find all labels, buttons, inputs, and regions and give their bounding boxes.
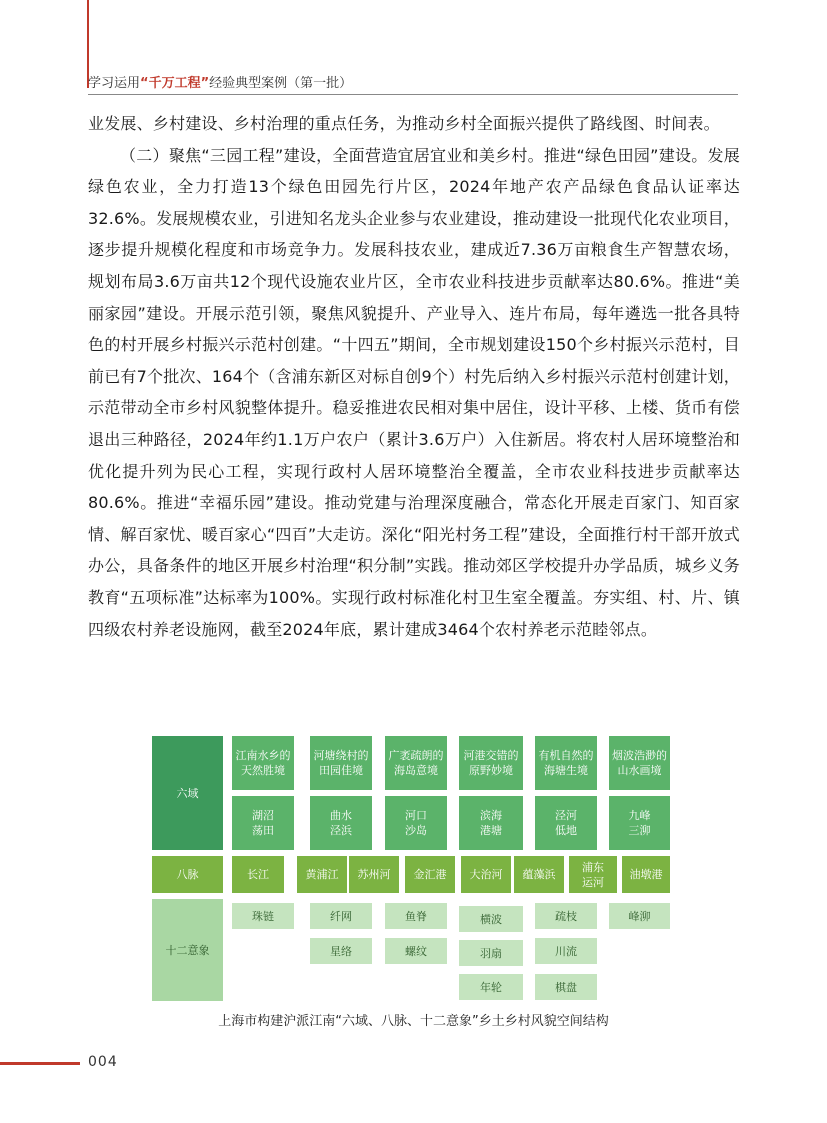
- footer-accent-line: [0, 1062, 80, 1065]
- liuyu-place: 曲水 泾浜: [310, 796, 372, 850]
- liuyu-title: 江南水乡的 天然胜境: [232, 736, 294, 790]
- bamai-river: 蕴藻浜: [514, 856, 564, 893]
- row-label-bamai: 八脉: [152, 856, 223, 893]
- liuyu-place: 泾河 低地: [535, 796, 597, 850]
- figure-caption: 上海市构建沪派江南“六域、八脉、十二意象”乡土乡村风貌空间结构: [218, 1014, 609, 1029]
- yixiang-item: 羽扇: [459, 940, 523, 966]
- liuyu-title: 有机自然的 海塘生境: [535, 736, 597, 790]
- paragraph-2: （二）聚焦“三园工程”建设，全面营造宜居宜业和美乡村。推进“绿色田园”建设。发展绿色农业，全力打造13个绿色田园先行片区，2024年地产农产品绿色食品认证率达32.6%。发展规模农业，引进知名龙头企业参与农业建设，推动建设一批现代化农业项目，逐步提升规模化程度和市场竞争力。发展科技农业，建成近7.36万亩粮食生产智慧农场，规划布局3.6万亩共12个现代设施农业片区，全市农业科技进步贡献率达80.6%。推进“美丽家园”建设。开展示范引领，聚焦风貌提升、产业导入、连片布局，每年遴选一批各具特色的村开展乡村振兴示范村创建。“十四五”期间，全市规划建设150个乡村振兴示范村，目前已有7个批次、164个（含浦东新区对标自创9个）村先后纳入乡村振兴示范村创建计划，示范带动全市乡村风貌整体提升。稳妥推进农民相对集中居住，设计平移、上楼、货币有偿退出三种路径，2024年约1.1万户农户（累计3.6万户）入住新居。将农村人居环境整治和优化提升列为民心工程，实现行政村人居环境整治全覆盖，全市农业科技进步贡献率达80.6%。推进“幸福乐园”建设。推动党建与治理深度融合，常态化开展走百家门、知百家情、解百家忧、暖百家心“四百”大走访。深化“阳光村务工程”建设，全面推行村干部开放式办公，具备条件的地区开展乡村治理“积分制”实践。推动郊区学校提升办学品质，城乡义务教育“五项标准”达标率为100%。实现行政村标准化村卫生室全覆盖。夯实组、村、片、镇四级农村养老设施网，截至2024年底，累计建成3464个农村养老示范睦邻点。: [88, 145, 740, 639]
- liuyu-place: 湖沼 荡田: [232, 796, 294, 850]
- yixiang-item: 疏枝: [535, 903, 597, 929]
- header-highlight: 千万工程: [148, 76, 201, 91]
- yixiang-item: 棋盘: [535, 974, 597, 1000]
- header-suffix: 经验典型案例（第一批）: [209, 76, 353, 91]
- liuyu-place: 滨海 港塘: [459, 796, 523, 850]
- running-header: [88, 72, 352, 91]
- liuyu-title: 广袤疏朗的 海岛意境: [385, 736, 447, 790]
- yixiang-item: 纤网: [310, 903, 372, 929]
- liuyu-place: 九峰 三泖: [609, 796, 670, 850]
- header-rule: [88, 94, 738, 95]
- yixiang-item: 峰泖: [609, 903, 670, 929]
- liuyu-title: 河港交错的 原野妙境: [459, 736, 523, 790]
- bamai-river: 长江: [232, 856, 284, 893]
- yixiang-item: 横波: [459, 906, 523, 932]
- header-quote-close: ”: [200, 76, 210, 91]
- page-number: 004: [88, 1054, 118, 1070]
- liuyu-place: 河口 沙岛: [385, 796, 447, 850]
- yixiang-item: 年轮: [459, 974, 523, 1000]
- liuyu-title: 烟波浩渺的 山水画境: [609, 736, 670, 790]
- header-prefix: 学习运用: [88, 76, 141, 91]
- bamai-river: 黄浦江: [297, 856, 347, 893]
- yixiang-item: 鱼脊: [385, 903, 447, 929]
- row-label-shier: 十二意象: [152, 899, 223, 1001]
- header-quote-open: “: [140, 76, 149, 91]
- paragraph-1: 业发展、乡村建设、乡村治理的重点任务，为推动乡村全面振兴提供了路线图、时间表。: [88, 114, 720, 133]
- yixiang-item: 川流: [535, 938, 597, 964]
- row-label-liuyu: 六域: [152, 736, 223, 850]
- liuyu-title: 河塘绕村的 田园佳境: [310, 736, 372, 790]
- body-text: [88, 108, 740, 645]
- yixiang-item: 星络: [310, 938, 372, 964]
- bamai-river: 金汇港: [405, 856, 455, 893]
- bamai-river: 油墩港: [622, 856, 670, 893]
- bamai-river: 大治河: [461, 856, 511, 893]
- spatial-structure-figure: [152, 736, 670, 1001]
- yixiang-item: 螺纹: [385, 938, 447, 964]
- yixiang-item: 珠链: [232, 903, 294, 929]
- bamai-river: 苏州河: [349, 856, 399, 893]
- bamai-river: 浦东 运河: [569, 856, 617, 893]
